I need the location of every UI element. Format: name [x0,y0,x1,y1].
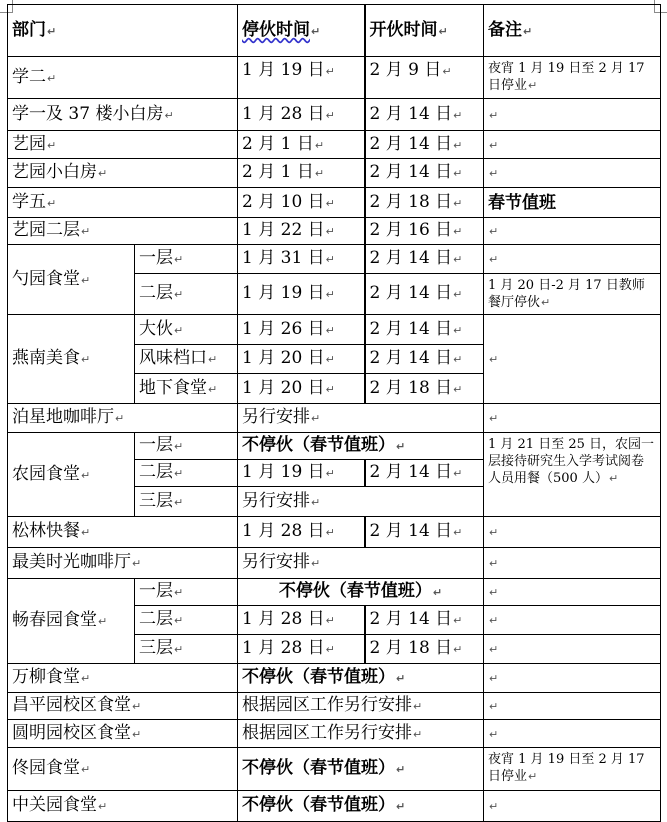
note-cell: ↵ [484,548,661,579]
table-row [8,188,661,218]
table-row [8,315,661,345]
table-row [8,548,661,579]
dept-cell: 泊星地咖啡厅↵ [8,404,238,433]
stop-cell: 1 月 28 日↵ [238,635,365,664]
dept-cell: 松林快餐↵ [8,517,238,548]
dept-cell: 学二↵ [8,57,238,99]
start-cell: 2 月 14 日↵ [365,606,484,635]
note-cell: ↵ [484,245,661,274]
stop-cell: 2 月 1 日↵ [238,159,365,188]
header-note: 备注↵ [484,5,661,57]
table-row [8,664,661,693]
stop-cell: 根据园区工作另行安排↵ [238,720,484,748]
dept-cell: 燕南美食↵ [8,315,135,404]
dept-cell: 畅春园食堂↵ [8,579,135,664]
stop-cell: 另行安排↵ [238,404,484,433]
floor-cell: 三层↵ [135,635,238,664]
start-cell: 2 月 14 日↵ [365,315,484,345]
floor-cell: 地下食堂↵ [135,374,238,404]
note-cell: ↵ [484,218,661,245]
floor-cell: 风味档口↵ [135,345,238,374]
note-cell: 夜宵 1 月 19 日至 2 月 17 日停业↵ [484,748,661,791]
dept-cell: 农园食堂↵ [8,433,135,517]
stop-cell: 1 月 20 日↵ [238,345,365,374]
table-row [8,748,661,791]
note-cell: ↵ [484,315,661,404]
stop-cell: 不停伙（春节值班）↵ [238,664,484,693]
stop-cell: 1 月 31 日↵ [238,245,365,274]
stop-cell: 2 月 1 日↵ [238,131,365,159]
note-cell: ↵ [484,693,661,720]
stop-cell: 1 月 28 日↵ [238,606,365,635]
start-cell: 2 月 14 日↵ [365,460,484,487]
start-cell: 2 月 18 日↵ [365,635,484,664]
stop-cell: 1 月 19 日↵ [238,460,365,487]
dept-cell: 佟园食堂↵ [8,748,238,791]
dept-cell: 最美时光咖啡厅↵ [8,548,238,579]
table-row [8,517,661,548]
note-cell: ↵ [484,99,661,131]
table-row [8,245,661,274]
dept-cell: 万柳食堂↵ [8,664,238,693]
table-row [8,404,661,433]
dept-cell: 中关园食堂↵ [8,791,238,822]
header-row [8,5,661,57]
stop-cell: 1 月 26 日↵ [238,315,365,345]
start-cell: 2 月 18 日↵ [365,374,484,404]
table-row [8,99,661,131]
stop-cell: 另行安排↵ [238,487,484,517]
note-cell: 1 月 20 日-2 月 17 日教师餐厅停伙↵ [484,274,661,315]
start-cell: 2 月 14 日↵ [365,99,484,131]
note-cell: 夜宵 1 月 19 日至 2 月 17 日停业↵ [484,57,661,99]
floor-cell: 三层↵ [135,487,238,517]
table-row [8,159,661,188]
floor-cell: 二层↵ [135,606,238,635]
start-cell: 2 月 14 日↵ [365,345,484,374]
note-cell: ↵ [484,635,661,664]
start-cell: 2 月 14 日↵ [365,274,484,315]
note-cell: ↵ [484,579,661,606]
table-row [8,218,661,245]
start-cell: 2 月 14 日↵ [365,245,484,274]
dept-cell: 艺园小白房↵ [8,159,238,188]
start-cell: 2 月 14 日↵ [365,517,484,548]
dept-cell: 艺园二层↵ [8,218,238,245]
dept-cell: 昌平园校区食堂↵ [8,693,238,720]
note-cell: ↵ [484,606,661,635]
dept-cell: 艺园↵ [8,131,238,159]
header-start: 开伙时间↵ [365,5,484,57]
stop-cell: 不停伙（春节值班）↵ [238,579,484,606]
table-row [8,579,661,606]
header-stop: 停伙时间↵ [238,5,365,57]
start-cell: 2 月 18 日↵ [365,188,484,218]
note-cell: 春节值班 [484,188,661,218]
stop-cell: 1 月 28 日↵ [238,517,365,548]
note-cell: ↵ [484,720,661,748]
stop-cell: 不停伙（春节值班）↵ [238,791,484,822]
floor-cell: 一层↵ [135,579,238,606]
stop-cell: 1 月 28 日↵ [238,99,365,131]
note-cell: ↵ [484,791,661,822]
header-dept: 部门↵ [8,5,238,57]
table-row [8,693,661,720]
start-cell: 2 月 16 日↵ [365,218,484,245]
stop-cell: 1 月 20 日↵ [238,374,365,404]
floor-cell: 二层↵ [135,460,238,487]
stop-cell: 根据园区工作另行安排↵ [238,693,484,720]
note-cell: ↵ [484,131,661,159]
dept-cell: 圆明园校区食堂↵ [8,720,238,748]
stop-cell: 不停伙（春节值班）↵ [238,433,484,460]
stop-cell: 1 月 19 日↵ [238,274,365,315]
note-cell: 1 月 21 日至 25 日，农园一层接待研究生入学考试阅卷人员用餐（500 人）↵ [484,433,661,517]
table-row [8,433,661,460]
dept-cell: 学五↵ [8,188,238,218]
stop-cell: 不停伙（春节值班）↵ [238,748,484,791]
dept-cell: 学一及 37 楼小白房↵ [8,99,238,131]
note-cell: ↵ [484,159,661,188]
table-row [8,791,661,822]
stop-cell: 另行安排↵ [238,548,484,579]
floor-cell: 一层↵ [135,245,238,274]
start-cell: 2 月 14 日↵ [365,159,484,188]
note-cell: ↵ [484,517,661,548]
floor-cell: 一层↵ [135,433,238,460]
dept-cell: 勺园食堂↵ [8,245,135,315]
start-cell: 2 月 14 日↵ [365,131,484,159]
table-row [8,720,661,748]
note-cell: ↵ [484,664,661,693]
canteen-schedule-table [7,4,661,822]
start-cell: 2 月 9 日↵ [365,57,484,99]
stop-cell: 1 月 19 日↵ [238,57,365,99]
floor-cell: 二层↵ [135,274,238,315]
note-cell: ↵ [484,404,661,433]
stop-cell: 2 月 10 日↵ [238,188,365,218]
stop-cell: 1 月 22 日↵ [238,218,365,245]
table-row [8,131,661,159]
table-row [8,57,661,99]
floor-cell: 大伙↵ [135,315,238,345]
